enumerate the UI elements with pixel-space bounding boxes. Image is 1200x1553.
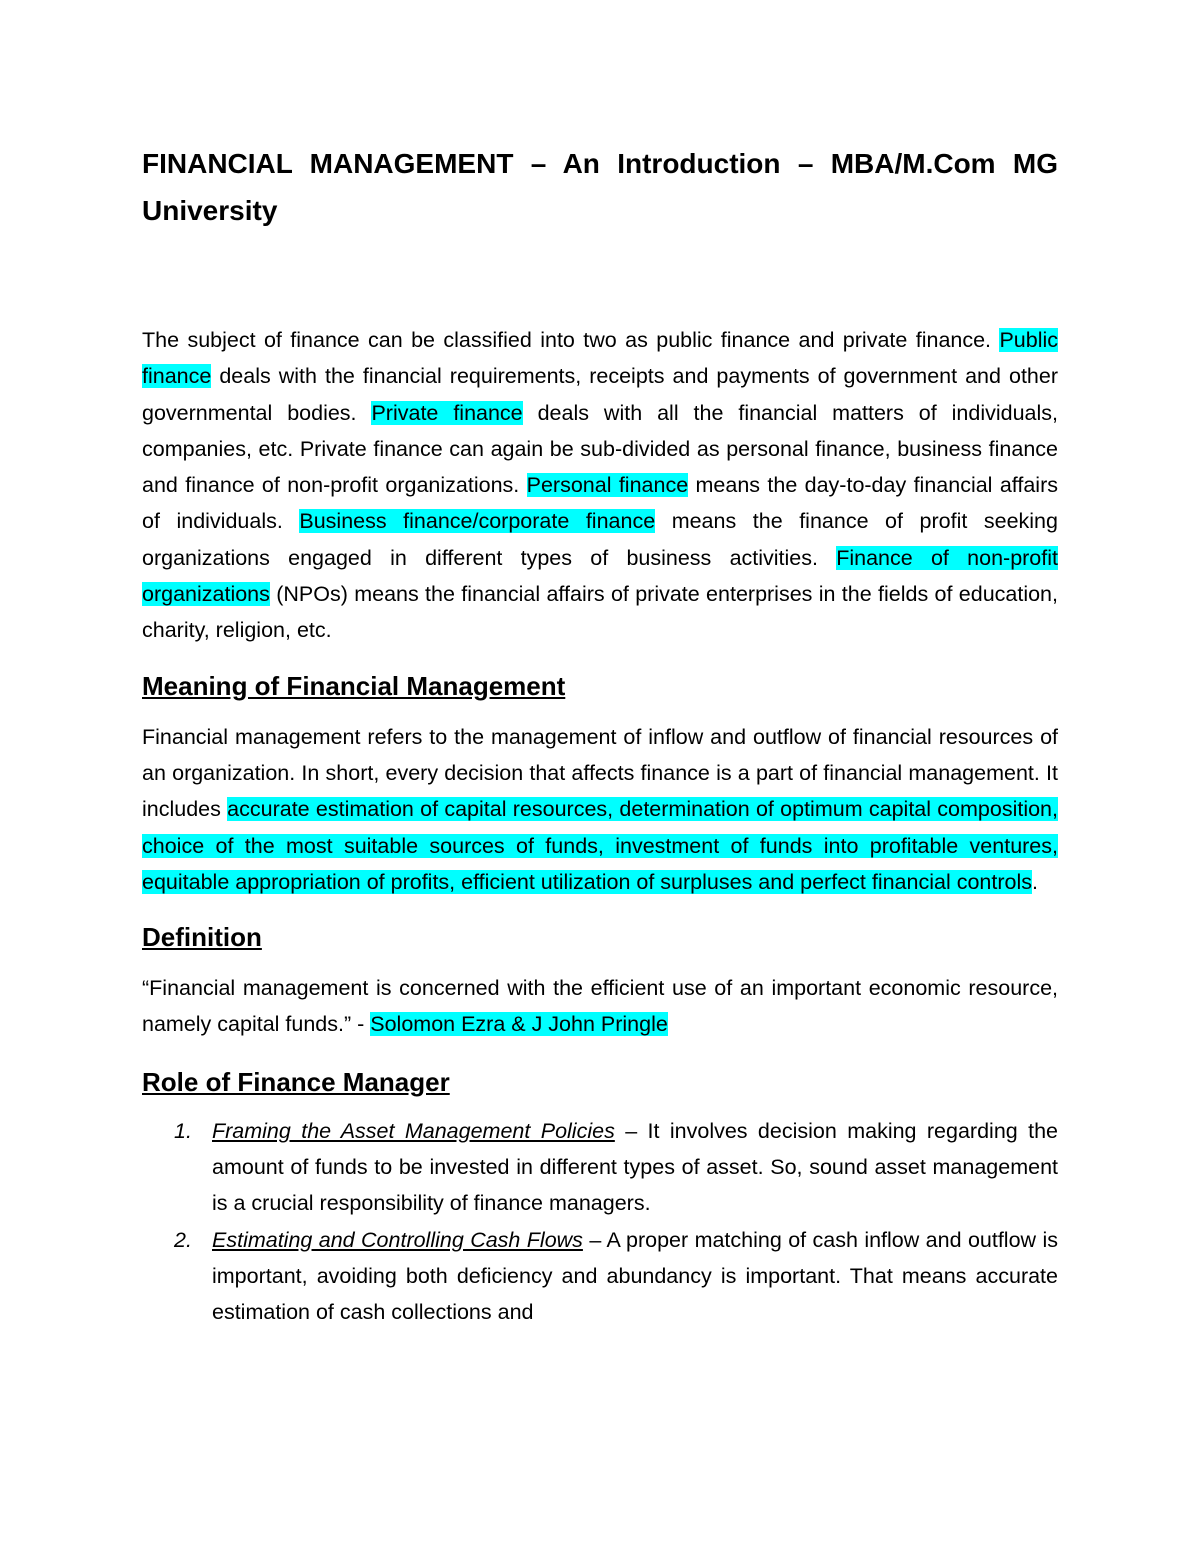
highlighted-text: Finance of non-profit organizations [142, 545, 1058, 607]
intro-paragraph [142, 322, 1058, 649]
list-number: 1. [174, 1118, 192, 1143]
paragraph-text: deals with all the financial matters of individuals, companies, etc. Private finance can again be sub-divided as personal finance, business finance and finance of non-profit organizations. [142, 400, 1059, 498]
document-title: FINANCIAL MANAGEMENT – An Introduction – MBA/M.Com MG University [142, 148, 1058, 226]
highlighted-text: Solomon Ezra & J John Pringle [370, 1012, 668, 1037]
paragraph-text: means the day-to-day financial affairs of individuals. [142, 473, 1058, 534]
paragraph-text: Financial management refers to the management of inflow and outflow of financial resources of an organization. In short, every decision that affects finance is a part of financial management. It includes [142, 724, 1058, 822]
heading-definition: Definition [142, 922, 262, 953]
role-term: Estimating and Controlling Cash Flows [212, 1227, 583, 1252]
role-list [142, 1113, 1058, 1331]
meaning-paragraph [142, 719, 1058, 900]
heading-meaning-of-financial-management: Meaning of Financial Management [142, 670, 566, 701]
paragraph-text: (NPOs) means the financial affairs of private enterprises in the fields of education, charity, religion, etc. [142, 582, 1058, 643]
definition-paragraph [142, 970, 1058, 1043]
paragraph-text: The subject of finance can be classified into two as public finance and private finance. [142, 328, 1000, 352]
role-term: Framing the Asset Management Policies [212, 1118, 615, 1143]
list-number: 2. [174, 1227, 192, 1252]
highlighted-text: Personal finance [526, 473, 689, 498]
paragraph-text: . [1031, 869, 1038, 894]
highlighted-text: Business finance/corporate finance [299, 509, 656, 534]
highlighted-text: Public finance [142, 328, 1058, 389]
heading-role-of-finance-manager: Role of Finance Manager [142, 1066, 450, 1097]
highlighted-text: Private finance [371, 400, 523, 425]
paragraph-text: means the finance of profit seeking organizations engaged in different types of business activities. [142, 509, 1058, 570]
role-list-item [142, 1222, 1058, 1331]
document-page [142, 140, 1058, 1331]
highlighted-text: accurate estimation of capital resources, determination of optimum capital composition, choice of the most suitable sources of funds, investment of funds into profitable ventures, equitable appropriation of profits, efficient utilization of surpluses and perfect financial controls [142, 797, 1058, 894]
role-description: – It involves decision making regarding the amount of funds to be invested in different types of asset. So, sound asset management is a crucial responsibility of finance managers. [212, 1118, 1059, 1216]
paragraph-text: “Financial management is concerned with the efficient use of an important economic resource, namely capital funds.” - [142, 976, 1058, 1037]
paragraph-text: deals with the financial requirements, receipts and payments of government and other governmental bodies. [142, 364, 1058, 425]
role-description: – A proper matching of cash inflow and outflow is important, avoiding both deficiency and abundancy is important. That means accurate estimation of cash collections and [212, 1227, 1058, 1325]
role-list-item [142, 1113, 1058, 1222]
